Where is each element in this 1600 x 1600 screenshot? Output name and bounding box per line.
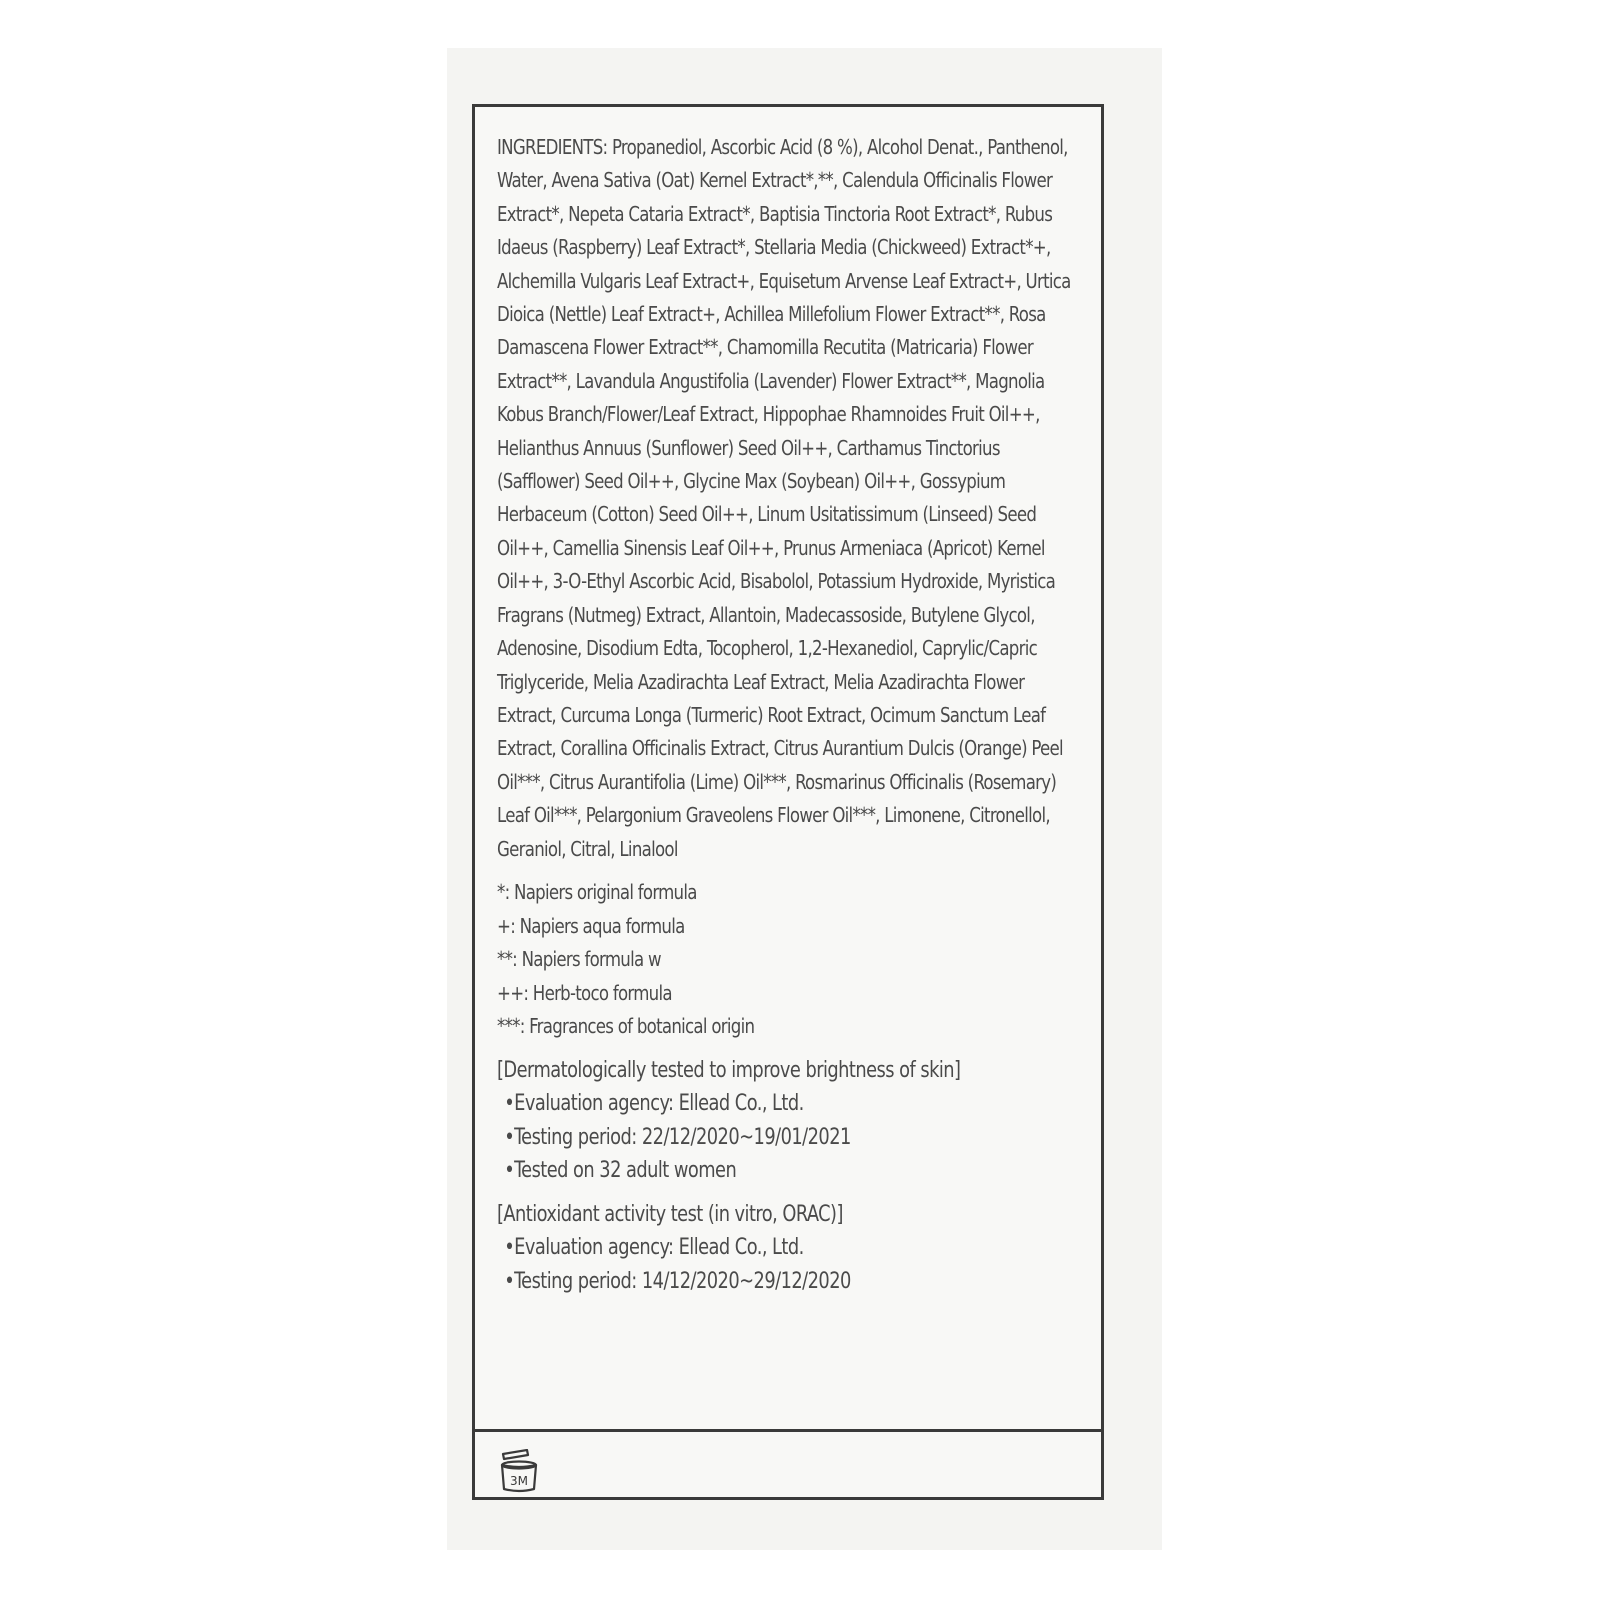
claim-bullet: •Evaluation agency: Ellead Co., Ltd.	[504, 1235, 804, 1261]
brightness-test-claim	[497, 1054, 1087, 1188]
legend-item: ***: Fragrances of botanical origin	[497, 1014, 755, 1039]
claim-bullet: •Evaluation agency: Ellead Co., Ltd.	[504, 1091, 804, 1117]
pao-label: 3M	[510, 1474, 528, 1488]
label-text	[497, 131, 1087, 1298]
section-divider	[475, 1429, 1101, 1432]
label-frame	[472, 104, 1104, 1500]
ingredients-text: Propanediol, Ascorbic Acid (8 %), Alcohol Denat., Panthenol, Water, Avena Sativa (Oat) Kernel Extract*,**, Calendula Officinalis Flower Extract*, Nepeta Cataria Extract*, Baptisia Tinctoria Root Extract*, Rubus Idaeus (Raspberry) Leaf Extract*, Stellaria Media (Chickweed) Extract*+, Alchemilla Vulgaris Leaf Extract+, Equisetum Arvense Leaf Extract+, Urtica Dioica (Nettle) Leaf Extract+, Achillea Millefolium Flower Extract**, Rosa Damascena Flower Extract**, Chamomilla Recutita (Matricaria) Flower Extract**, Lavandula Angustifolia (Lavender) Flower Extract**, Magnolia Kobus Branch/Flower/Leaf Extract, Hippophae Rhamnoides Fruit Oil++, Helianthus Annuus (Sunflower) Seed Oil++, Carthamus Tinctorius (Safflower) Seed Oil++, Glycine Max (Soybean) Oil++, Gossypium Herbaceum (Cotton) Seed Oil++, Linum Usitatissimum (Linseed) Seed Oil++, Camellia Sinensis Leaf Oil++, Prunus Armeniaca (Apricot) Kernel Oil++, 3-O-Ethyl Ascorbic Acid, Bisabolol, Potassium Hydroxide, Myristica Fragrans (Nutmeg) Extract, Allantoin, Madecassoside, Butylene Glycol, Adenosine, Disodium Edta, Tocopherol, 1,2-Hexanediol, Caprylic/Capric Triglyceride, Melia Azadirachta Leaf Extract, Melia Azadirachta Flower Extract, Curcuma Longa (Turmeric) Root Extract, Ocimum Sanctum Leaf Extract, Corallina Officinalis Extract, Citrus Aurantium Dulcis (Orange) Peel Oil***, Citrus Aurantifolia (Lime) Oil***, Rosmarinus Officinalis (Rosemary) Leaf Oil***, Pelargonium Graveolens Flower Oil***, Limonene, Citronellol, Geraniol, Citral, Linalool	[497, 135, 1071, 861]
open-jar-icon	[497, 1449, 541, 1493]
ingredients-list	[497, 131, 1087, 866]
legend-item: ++: Herb-toco formula	[497, 980, 672, 1005]
claim-bullet: •Testing period: 22/12/2020~19/01/2021	[504, 1124, 851, 1150]
legend-item: **: Napiers formula w	[497, 947, 661, 972]
formula-legend	[497, 876, 1028, 1044]
claim-bullet: •Tested on 32 adult women	[504, 1158, 737, 1184]
ingredients-heading: INGREDIENTS:	[497, 135, 608, 159]
legend-item: *: Napiers original formula	[497, 879, 697, 904]
claim-heading: [Antioxidant activity test (in vitro, ORAC)]	[497, 1201, 843, 1227]
claim-heading: [Dermatologically tested to improve brightness of skin]	[497, 1057, 961, 1083]
legend-item: +: Napiers aqua formula	[497, 913, 685, 938]
claim-bullet: •Testing period: 14/12/2020~29/12/2020	[504, 1268, 851, 1294]
antioxidant-test-claim	[497, 1198, 1087, 1299]
